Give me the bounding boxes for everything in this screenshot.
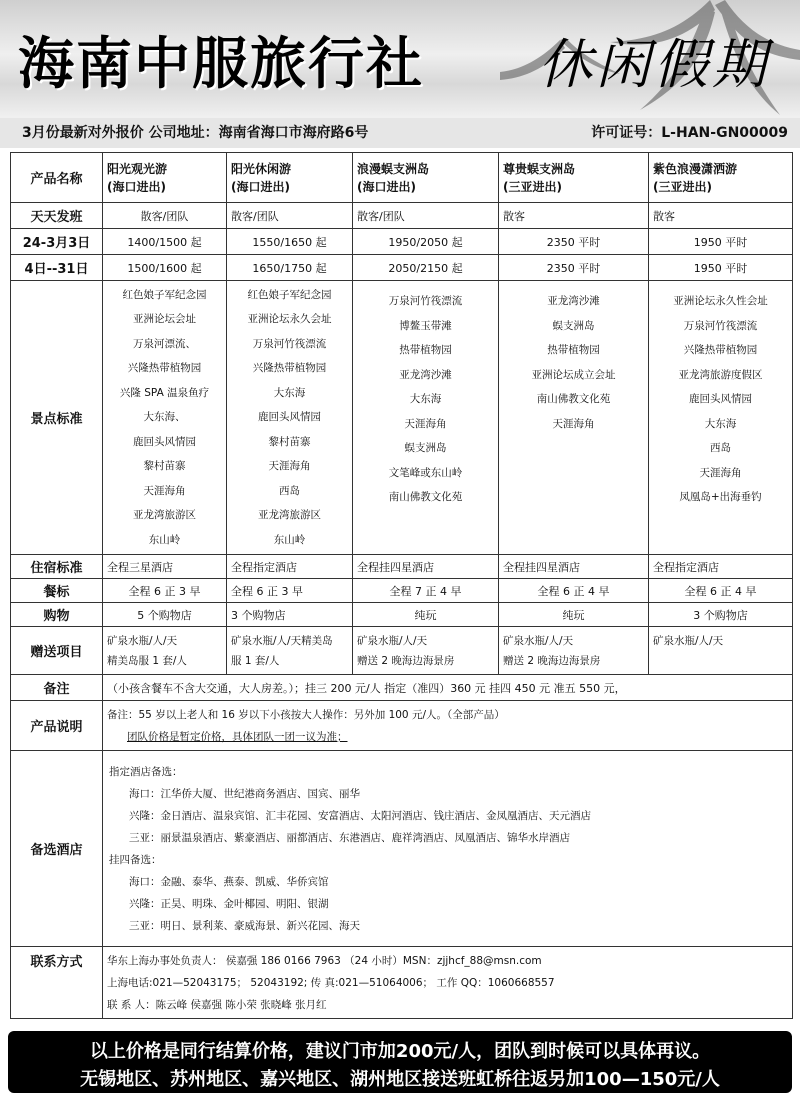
gift-cell [353, 627, 499, 675]
table-cell: 全程 6 正 4 早 [499, 579, 649, 603]
alt-hotel-line: 指定酒店备选： [109, 765, 183, 778]
table-cell: 1550/1650 起 [227, 229, 353, 255]
list-item: 东山岭 [273, 533, 306, 546]
table-cell: 散客/团队 [227, 203, 353, 229]
header-banner [0, 0, 800, 120]
product-header [103, 153, 227, 203]
list-item: 万泉河竹筏漂流 [252, 337, 327, 350]
list-item: 西岛 [279, 484, 300, 497]
table-row-price1 [11, 229, 793, 255]
product-port: (海口进出) [231, 179, 290, 194]
list-item: 兴隆热带植物园 [683, 344, 758, 356]
remarks-text: （小孩含餐车不含大交通，大人房差。）；挂三 200 元/人 指定（准四）360 元 挂四 450 元 准五 550 元， [103, 675, 793, 701]
price-table [10, 152, 793, 1019]
product-name: 阳光观光游 [107, 161, 168, 176]
alt-hotel-line: 三亚：明日、景利莱、豪威海景、新兴花园、海天 [129, 919, 360, 932]
table-cell: 散客 [499, 203, 649, 229]
product-name: 浪漫蜈支洲岛 [357, 161, 430, 176]
product-port: (海口进出) [107, 179, 166, 194]
row-label: 产品说明 [11, 701, 103, 751]
footer-line: 无锡地区、苏州地区、嘉兴地区、湖州地区接送班虹桥往返另加100—150元/人 [80, 1069, 720, 1090]
list-item: 天涯海角 [404, 417, 447, 430]
contact-line: 华东上海办事处负责人： 侯嘉强 186 0166 7963 （24 小时）MSN：zjjhcf_88@msn.com [107, 954, 542, 967]
table-cell: 散客 [649, 203, 793, 229]
sights-cell [103, 281, 227, 555]
list-item: 黎村苗寨 [268, 435, 311, 448]
product-name: 尊贵蜈支洲岛 [503, 161, 576, 176]
product-header [353, 153, 499, 203]
company-name: 海南中服旅行社 [18, 31, 424, 97]
list-item: 矿泉水瓶/人/天 [107, 634, 178, 647]
sights-cell [227, 281, 353, 555]
row-label: 备选酒店 [11, 751, 103, 947]
alt-hotel-line: 三亚：丽景温泉酒店、紫豪酒店、丽都酒店、东港酒店、鹿祥湾酒店、凤凰酒店、锦华水岸酒店 [129, 831, 570, 844]
list-item: 鹿回头风情园 [133, 435, 196, 448]
description-line: 备注：55 岁以上老人和 16 岁以下小孩按大人操作：另外加 100 元/人。（全部产品） [107, 708, 505, 721]
list-item: 南山佛教文化苑 [388, 491, 463, 503]
table-cell: 纯玩 [353, 603, 499, 627]
license-number: 许可证号：L-HAN-GN00009 [591, 125, 788, 141]
table-row-alt-hotels [11, 751, 793, 947]
list-item: 大东海 [409, 393, 442, 405]
table-cell: 3 个购物店 [649, 603, 793, 627]
list-item: 万泉河漂流、 [133, 337, 196, 350]
list-item: 亚龙湾沙滩 [399, 368, 452, 381]
table-row-sights [11, 281, 793, 555]
list-item: 鹿回头风情园 [689, 393, 752, 405]
table-header-row [11, 153, 793, 203]
footer-line: 以上价格是同行结算价格，建议门市加200元/人，团队到时候可以具体再议。 [89, 1041, 711, 1062]
table-cell: 2350 平时 [499, 229, 649, 255]
list-item: 矿泉水瓶/人/天 [653, 635, 724, 647]
table-cell: 纯玩 [499, 603, 649, 627]
list-item: 亚龙湾沙滩 [547, 295, 600, 307]
product-header [499, 153, 649, 203]
table-row-meals [11, 579, 793, 603]
list-item: 兴隆 SPA 温泉鱼疗 [119, 386, 210, 399]
list-item: 兴隆热带植物园 [252, 362, 327, 375]
list-item: 大东海 [704, 417, 737, 430]
contact-line: 联 系 人：陈云峰 侯嘉强 陈小荣 张晓峰 张月红 [107, 998, 327, 1011]
table-row-description [11, 701, 793, 751]
table-cell: 全程挂四星酒店 [353, 555, 499, 579]
table-cell: 1500/1600 起 [103, 255, 227, 281]
gift-cell [103, 627, 227, 675]
list-item: 亚龙湾旅游度假区 [678, 368, 763, 381]
list-item: 亚洲论坛会址 [133, 313, 196, 326]
table-cell: 2350 平时 [499, 255, 649, 281]
list-item: 亚龙湾旅游区 [258, 509, 321, 522]
row-label: 天天发班 [11, 203, 103, 229]
gift-cell [649, 627, 793, 675]
sights-cell [499, 281, 649, 555]
list-item: 亚龙湾旅游区 [133, 509, 196, 522]
table-cell: 1950/2050 起 [353, 229, 499, 255]
list-item: 大东海、 [143, 411, 186, 424]
tagline: 3月份最新对外报价 公司地址：海南省海口市海府路6号 [22, 125, 369, 141]
product-header [649, 153, 793, 203]
table-row-shopping [11, 603, 793, 627]
description-line: 团队价格是暂定价格，具体团队一团一议为准； [127, 730, 348, 743]
list-item: 服 1 套/人 [231, 654, 280, 667]
description-cell [103, 701, 793, 751]
table-cell: 全程指定酒店 [227, 555, 353, 579]
table-row-hotel [11, 555, 793, 579]
alt-hotel-line: 兴隆：正昊、明珠、金叶椰园、明阳、银湖 [129, 897, 329, 910]
list-item: 矿泉水瓶/人/天 [503, 634, 574, 647]
list-item: 热带植物园 [547, 344, 600, 356]
list-item: 热带植物园 [399, 344, 452, 356]
list-item: 文笔峰或东山岭 [388, 466, 463, 479]
table-cell: 1950 平时 [649, 229, 793, 255]
row-label: 餐标 [11, 579, 103, 603]
table-row-price2 [11, 255, 793, 281]
list-item: 东山岭 [148, 533, 181, 546]
list-item: 精美岛服 1 套/人 [107, 654, 187, 667]
list-item: 蜈支洲岛 [552, 319, 595, 332]
list-item: 天涯海角 [143, 484, 186, 497]
table-row-remarks [11, 675, 793, 701]
alt-hotel-line: 海口：金融、泰华、燕泰、凯威、华侨宾馆 [129, 875, 329, 888]
table-row-contact [11, 947, 793, 1019]
holiday-slogan: 休闲假期 [538, 33, 770, 96]
list-item: 天涯海角 [552, 417, 595, 430]
list-item: 兴隆热带植物园 [127, 362, 202, 375]
table-cell: 全程 6 正 3 早 [103, 579, 227, 603]
info-bar [0, 118, 800, 148]
product-name: 紫色浪漫潇洒游 [653, 161, 738, 176]
list-item: 天涯海角 [699, 466, 742, 479]
list-item: 博鳌玉带滩 [399, 319, 452, 332]
table-row-daily [11, 203, 793, 229]
table-row-gifts [11, 627, 793, 675]
table-cell: 全程 7 正 4 早 [353, 579, 499, 603]
product-port: (海口进出) [357, 179, 416, 194]
list-item: 红色娘子军纪念园 [122, 288, 207, 301]
table-cell: 1950 平时 [649, 255, 793, 281]
table-cell: 散客/团队 [103, 203, 227, 229]
row-label: 联系方式 [11, 947, 103, 1019]
list-item: 亚洲论坛永久会址 [247, 313, 332, 326]
list-item: 蜈支洲岛 [404, 442, 447, 454]
table-cell: 散客/团队 [353, 203, 499, 229]
table-cell: 3 个购物店 [227, 603, 353, 627]
product-port: (三亚进出) [653, 179, 712, 194]
list-item: 黎村苗寨 [143, 460, 186, 473]
list-item: 红色娘子军纪念园 [247, 288, 332, 301]
list-item: 亚洲论坛成立会址 [531, 368, 616, 381]
alt-hotel-line: 兴隆：金日酒店、温泉宾馆、汇丰花园、安富酒店、太阳河酒店、钱庄酒店、金凤凰酒店、天元酒店 [129, 809, 591, 822]
list-item: 矿泉水瓶/人/天 [357, 634, 428, 647]
gift-cell [227, 627, 353, 675]
alt-hotel-line: 挂四备选： [109, 853, 162, 866]
list-item: 大东海 [273, 386, 306, 399]
row-label: 4日--31日 [11, 255, 103, 281]
table-cell: 全程 6 正 4 早 [649, 579, 793, 603]
table-cell: 全程三星酒店 [103, 555, 227, 579]
sights-cell [353, 281, 499, 555]
product-name: 阳光休闲游 [231, 161, 292, 176]
list-item: 鹿回头风情园 [258, 411, 321, 424]
row-label: 24-3月3日 [11, 229, 103, 255]
list-item: 万泉河竹筏漂流 [388, 295, 463, 307]
product-header [227, 153, 353, 203]
product-port: (三亚进出) [503, 179, 562, 194]
list-item: 天涯海角 [268, 460, 311, 473]
table-cell: 全程指定酒店 [649, 555, 793, 579]
alt-hotels-cell [103, 751, 793, 947]
list-item: 南山佛教文化苑 [536, 393, 611, 405]
row-label: 住宿标准 [11, 555, 103, 579]
list-item: 西岛 [710, 442, 731, 454]
contact-cell [103, 947, 793, 1019]
col-header-product: 产品名称 [11, 153, 103, 203]
list-item: 凤凰岛+出海垂钓 [679, 491, 762, 503]
list-item: 赠送 2 晚海边海景房 [357, 654, 455, 667]
table-cell: 全程挂四星酒店 [499, 555, 649, 579]
row-label: 景点标准 [11, 281, 103, 555]
contact-line: 上海电话:021—52043175； 52043192; 传 真:021—51064006； 工作 QQ：1060668557 [107, 976, 555, 989]
row-label: 备注 [11, 675, 103, 701]
footer-banner [8, 1031, 792, 1093]
list-item: 赠送 2 晚海边海景房 [503, 654, 601, 667]
list-item: 万泉河竹筏漂流 [683, 319, 758, 332]
table-cell: 2050/2150 起 [353, 255, 499, 281]
table-cell: 全程 6 正 3 早 [227, 579, 353, 603]
row-label: 赠送项目 [11, 627, 103, 675]
sights-cell [649, 281, 793, 555]
list-item: 矿泉水瓶/人/天精美岛 [231, 634, 333, 647]
table-cell: 5 个购物店 [103, 603, 227, 627]
table-cell: 1400/1500 起 [103, 229, 227, 255]
gift-cell [499, 627, 649, 675]
list-item: 亚洲论坛永久性会址 [673, 295, 768, 307]
table-cell: 1650/1750 起 [227, 255, 353, 281]
alt-hotel-line: 海口：江华侨大厦、世纪港商务酒店、国宾、丽华 [129, 787, 360, 800]
row-label: 购物 [11, 603, 103, 627]
